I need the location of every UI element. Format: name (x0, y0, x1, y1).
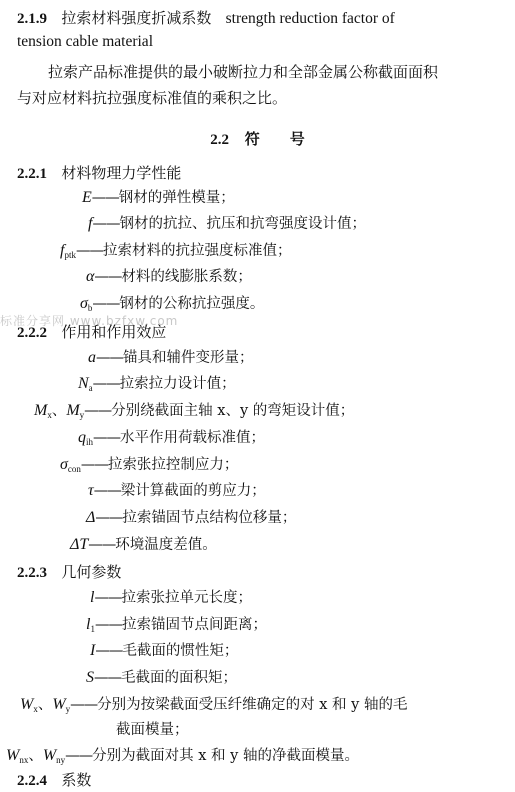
symbol-definition: $f_{ptk}——$拉索材料的抗拉强度标准值； (60, 242, 292, 260)
symbol-definition: $l_1——$拉索锚固节点间距离； (86, 616, 267, 634)
symbol-definition: α——材料的线膨胀系数； (86, 268, 252, 285)
symbol-definition: $M_x$、$M_y——$分别绕截面主轴 x、y 的弯矩设计值； (34, 402, 355, 420)
symbol-definition: Δ——拉索锚固节点结构位移量； (86, 509, 297, 526)
subsection-2-2-3-heading: 2.2.3 几何参数 (17, 563, 122, 581)
symbol-definition: a——锚具和辅件变形量； (88, 349, 254, 366)
paragraph-line: 与对应材料抗拉强度标准值的乘积之比。 (17, 89, 288, 107)
symbol-definition: I——毛截面的惯性矩； (90, 642, 239, 659)
section-heading: 2.2 符 号 (210, 130, 305, 148)
symbol-definition: $W_x$、$W_y——$分别为按梁截面受压纤维确定的对 x 和 y 轴的毛 (20, 696, 408, 714)
subsection-2-2-2-heading: 2.2.2 作用和作用效应 (17, 323, 167, 341)
symbol-definition: l——拉索张拉单元长度； (90, 589, 252, 606)
paragraph-line: 拉索产品标准提供的最小破断拉力和全部金属公称截面面积 (48, 63, 439, 81)
subsection-2-2-1-heading: 2.2.1 材料物理力学性能 (17, 164, 182, 182)
symbol-definition: S——毛截面的面积矩； (86, 669, 237, 686)
clause-english-title-cont: tension cable material (17, 33, 153, 50)
symbol-definition: E——钢材的弹性模量； (82, 189, 235, 206)
clause-number: 2.1.9 (17, 11, 47, 27)
symbol-definition: $q_{ih}——$水平作用荷载标准值； (78, 429, 266, 447)
symbol-definition: $N_a——$拉索拉力设计值； (78, 375, 236, 393)
symbol-definition: τ——梁计算截面的剪应力； (88, 482, 266, 499)
symbol-definition: $W_{nx}$、$W_{ny}——$分别为截面对其 x 和 y 轴的净截面模量。 (6, 747, 359, 765)
clause-2-1-9-heading (17, 8, 395, 29)
symbol-definition: $\sigma_b——$钢材的公称抗拉强度。 (80, 295, 265, 313)
symbol-definition: $\sigma_{con}——$拉索张拉控制应力； (60, 456, 239, 474)
watermark: 标准分享网 www.bzfxw.com (0, 314, 179, 328)
symbol-definition-cont: 截面模量； (116, 722, 189, 738)
symbol-definition: f——钢材的抗拉、抗压和抗弯强度设计值； (88, 215, 366, 232)
clause-english-title: strength reduction factor of (225, 10, 395, 27)
subsection-2-2-4-heading: 2.2.4 系数 (17, 771, 92, 789)
symbol-definition: ΔT——环境温度差值。 (70, 536, 217, 553)
clause-title: 拉索材料强度折减系数 (61, 9, 212, 27)
